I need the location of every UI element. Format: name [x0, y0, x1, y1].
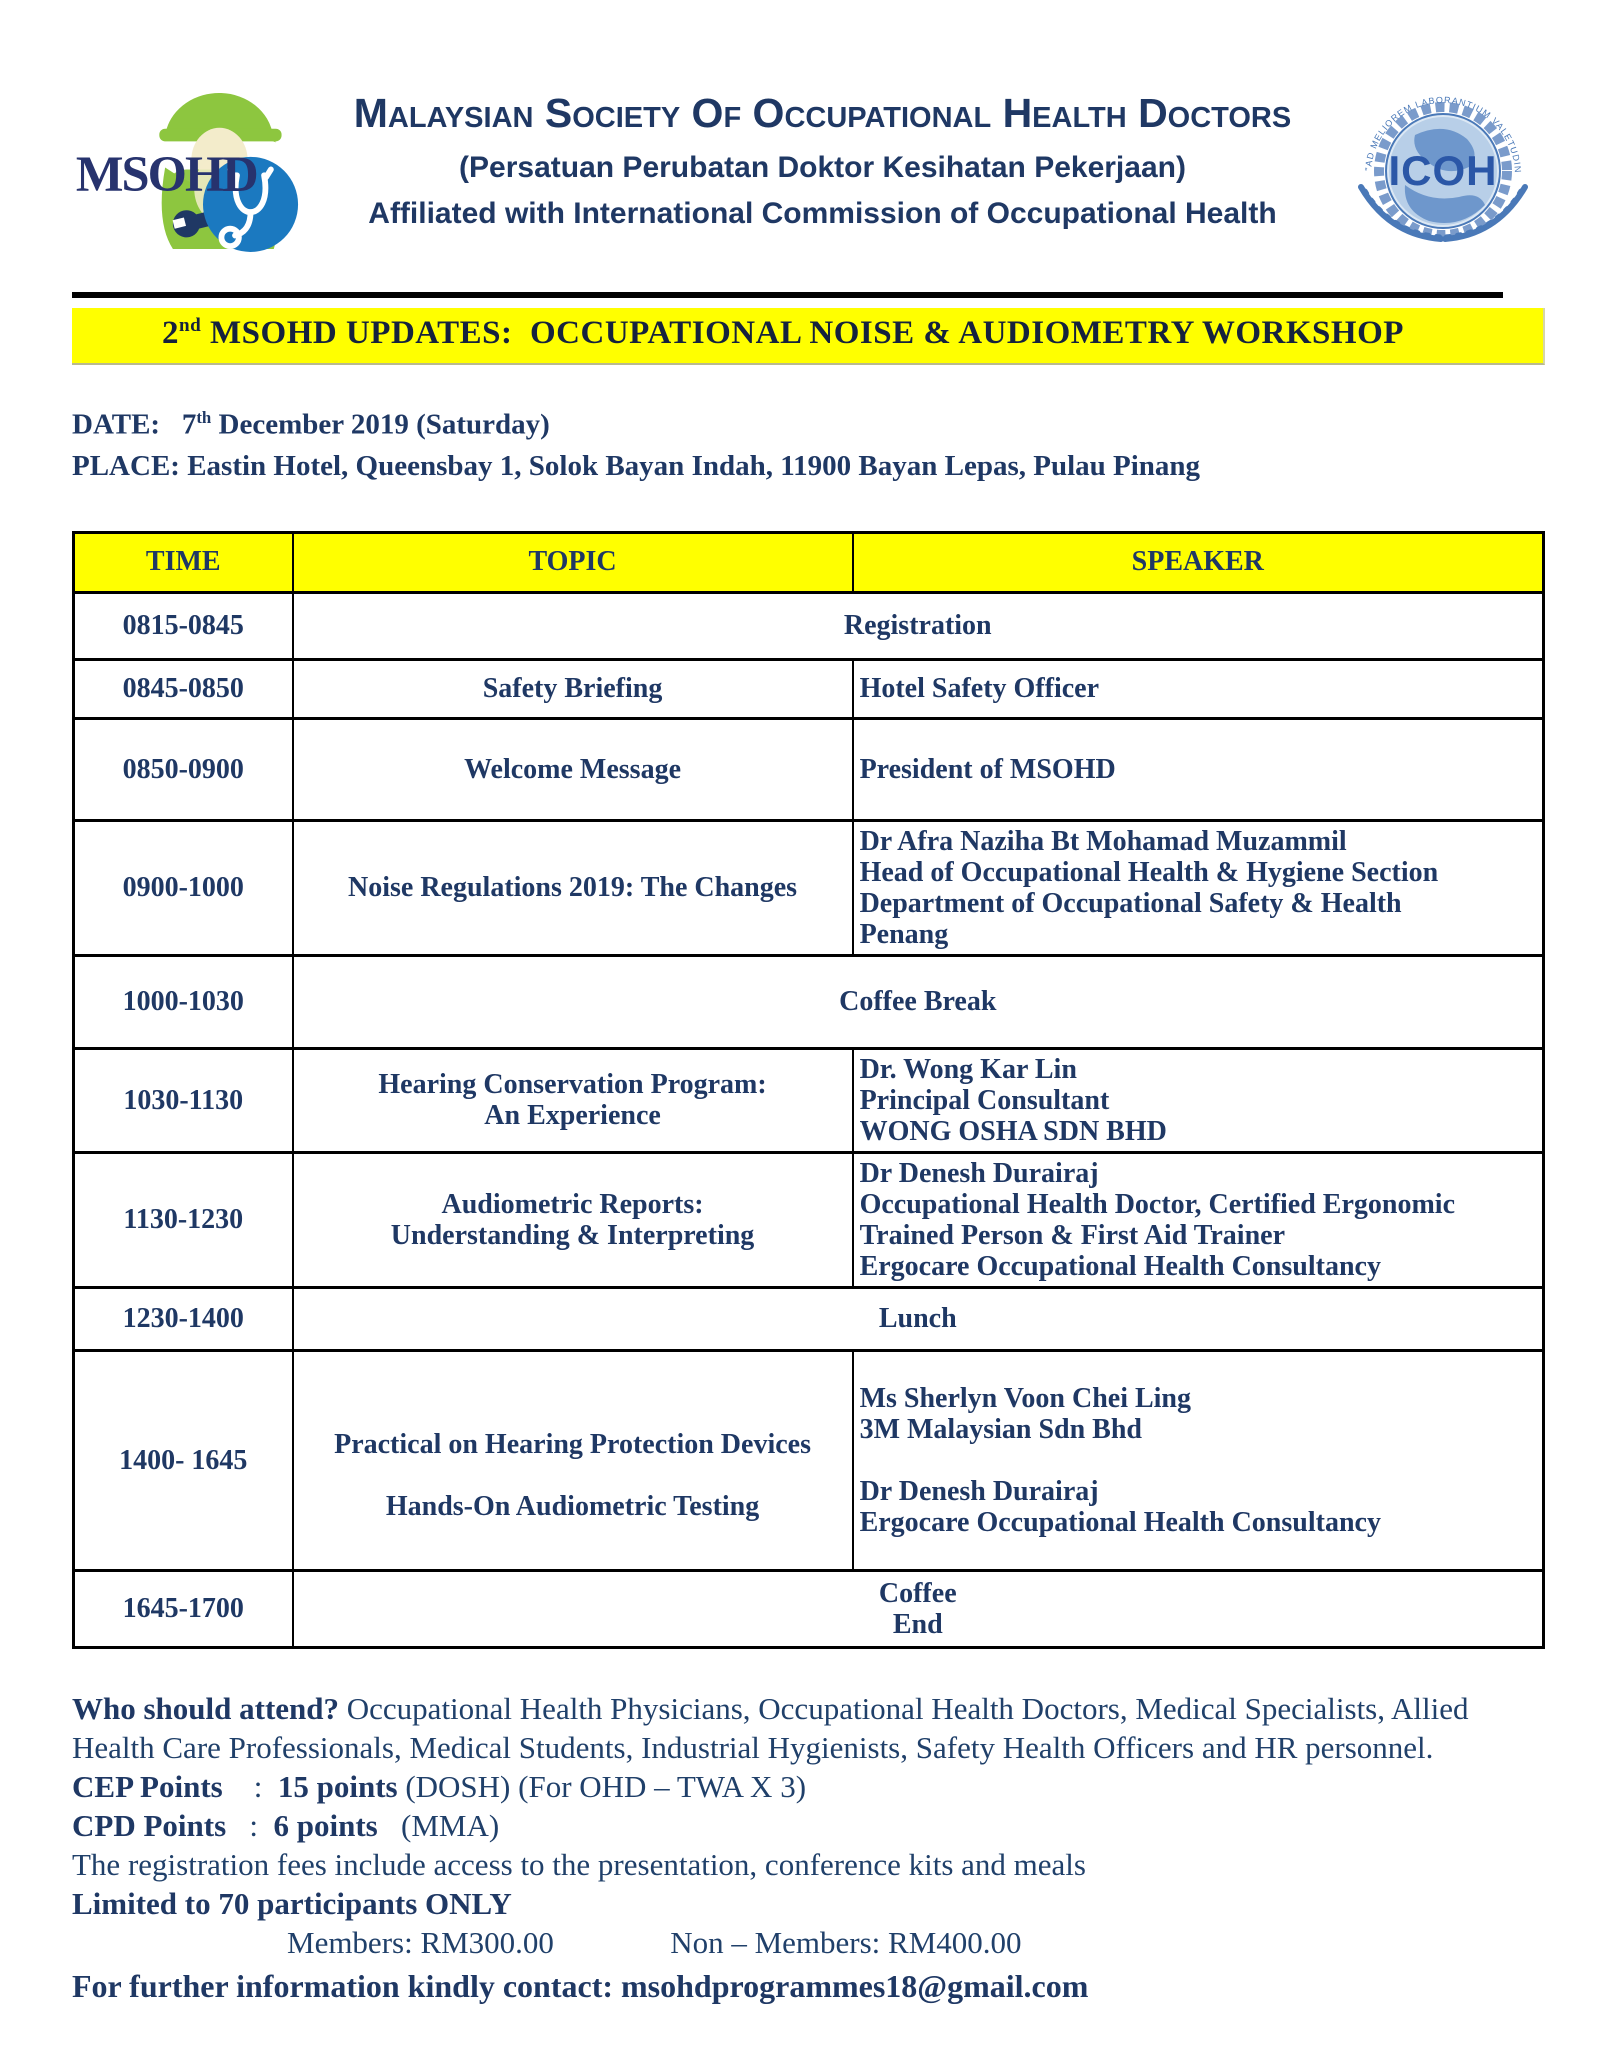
speaker-cell	[853, 1048, 1544, 1152]
cell-line: Penang	[859, 918, 949, 950]
cell-line: An Experience	[484, 1100, 661, 1132]
schedule-row	[74, 955, 1544, 1048]
text-segment	[554, 1925, 670, 1960]
column-header-time: TIME	[74, 532, 293, 592]
column-header-speaker: SPEAKER	[853, 532, 1544, 592]
cell-line: Lunch	[878, 1303, 957, 1335]
time-cell	[74, 1350, 293, 1570]
cell-line: Safety Briefing	[482, 673, 663, 705]
merged-cell	[293, 1287, 1544, 1350]
who-attend-line	[72, 1689, 1492, 1806]
cell-line: 1130-1230	[123, 1204, 244, 1236]
merged-cell	[293, 1570, 1544, 1647]
time-cell	[74, 1048, 293, 1152]
cell-line: Dr. Wong Kar Lin	[859, 1053, 1077, 1085]
schedule-row	[74, 1570, 1544, 1647]
schedule-tbody	[74, 592, 1544, 1647]
cell-line: 1000-1030	[122, 986, 244, 1018]
cell-line: Dr Afra Naziha Bt Mohamad Muzammil	[859, 825, 1347, 857]
time-cell	[74, 718, 293, 820]
time-cell	[74, 1287, 293, 1350]
workshop-title-banner	[72, 308, 1545, 365]
cell-line	[300, 1398, 846, 1429]
schedule-row	[74, 1152, 1544, 1287]
cell-line: 1400- 1645	[119, 1444, 248, 1476]
topic-cell	[293, 718, 853, 820]
banner-number: 2	[162, 315, 179, 351]
text-segment: :	[222, 1768, 278, 1804]
footer	[72, 1689, 1545, 2006]
schedule-row	[74, 820, 1544, 955]
time-cell	[74, 1570, 293, 1647]
divider-rule	[72, 292, 1503, 298]
text-segment: (DOSH) (For OHD – TWA X 3)	[397, 1768, 807, 1804]
time-cell	[74, 820, 293, 955]
schedule-row	[74, 592, 1544, 659]
time-cell	[74, 1152, 293, 1287]
cell-line: Ms Sherlyn Voon Chei Ling	[859, 1382, 1191, 1414]
icoh-logo-icon	[1345, 75, 1541, 251]
text-segment: 6 points	[273, 1807, 378, 1843]
text-segment: :	[226, 1807, 274, 1843]
cell-line: Noise Regulations 2019: The Changes	[348, 872, 798, 904]
cell-line: Head of Occupational Health & Hygiene Section	[859, 856, 1439, 888]
cell-line: Practical on Hearing Protection Devices	[334, 1429, 811, 1461]
speaker-cell	[853, 820, 1544, 955]
schedule-row	[74, 659, 1544, 718]
cell-line: Coffee	[878, 1577, 957, 1609]
cell-line: Registration	[843, 610, 992, 642]
cell-line: Coffee Break	[839, 986, 997, 1018]
icoh-logo	[1345, 50, 1545, 256]
icoh-motto: "AD MELIOREM LABORANTIUM VALETUDIN	[1363, 94, 1524, 174]
cell-line: Ergocare Occupational Health Consultancy	[859, 1506, 1381, 1538]
schedule-row	[74, 1048, 1544, 1152]
header	[72, 0, 1545, 260]
speaker-cell	[853, 659, 1544, 718]
cell-line: Dr Denesh Durairaj	[859, 1157, 1099, 1189]
cell-line: Hotel Safety Officer	[859, 673, 1100, 705]
topic-cell	[293, 1048, 853, 1152]
cell-line: 0815-0845	[122, 610, 244, 642]
text-segment: Members: RM300.00	[287, 1924, 554, 1960]
cell-line: Welcome Message	[464, 753, 681, 785]
speaker-cell	[853, 1350, 1544, 1570]
icoh-logo-text: ICOH	[1388, 147, 1498, 194]
cell-line: Ergocare Occupational Health Consultancy	[859, 1250, 1381, 1282]
limited-line	[72, 1884, 1545, 1923]
msohd-logo-icon	[72, 50, 300, 255]
merged-cell	[293, 955, 1544, 1048]
text-segment: CEP Points	[72, 1768, 223, 1804]
cell-line: Occupational Health Doctor, Certified Ergonomic	[859, 1188, 1456, 1220]
cell-line: 3M Malaysian Sdn Bhd	[859, 1413, 1142, 1445]
text-segment: For further information kindly contact: msohdprogrammes18@gmail.com	[72, 1967, 1089, 2004]
text-segment: Who should attend?	[72, 1690, 347, 1726]
msohd-logo	[72, 50, 300, 260]
text-segment: CPD Points	[72, 1807, 227, 1843]
column-header-topic: TOPIC	[293, 532, 853, 592]
cell-line: 1645-1700	[122, 1593, 244, 1625]
cell-line	[300, 1460, 846, 1491]
topic-cell	[293, 820, 853, 955]
text-segment: (MMA)	[377, 1807, 500, 1843]
msohd-logo-text: MSOHD	[75, 145, 257, 202]
cell-line: President of MSOHD	[859, 753, 1116, 785]
time-cell	[74, 659, 293, 718]
header-text	[300, 50, 1345, 232]
text-segment: The registration fees include access to the presentation, conference kits and meals	[72, 1846, 1086, 1882]
schedule-row	[74, 1350, 1544, 1570]
schedule-table	[72, 531, 1545, 1649]
time-cell	[74, 592, 293, 659]
cell-line: Hands-On Audiometric Testing	[385, 1491, 760, 1523]
cpd-line	[72, 1806, 1545, 1845]
cell-line: Understanding & Interpreting	[390, 1219, 755, 1251]
text-segment: Occupational Health Physicians, Occupational Health Doctors, Medical Specialists, Allied Health Care Professionals, Medical Students, Industrial Hygienists, Safety Health Officers and HR personnel.	[72, 1690, 1469, 1765]
speaker-cell	[853, 718, 1544, 820]
cell-line	[860, 1445, 1536, 1476]
topic-cell	[293, 1152, 853, 1287]
topic-cell	[293, 1350, 853, 1570]
cell-line: End	[892, 1608, 943, 1640]
time-cell	[74, 955, 293, 1048]
org-affiliation: Affiliated with International Commission of Occupational Health	[368, 197, 1277, 230]
cell-line: Trained Person & First Aid Trainer	[859, 1219, 1285, 1251]
text-segment: Non – Members: RM400.00	[670, 1924, 1022, 1960]
cell-line: Hearing Conservation Program:	[378, 1069, 767, 1101]
cell-line: Audiometric Reports:	[441, 1188, 704, 1220]
cell-line: Dr Denesh Durairaj	[859, 1475, 1099, 1507]
banner-text: MSOHD UPDATES: OCCUPATIONAL NOISE & AUDIOMETRY WORKSHOP	[201, 315, 1404, 351]
cell-line: Principal Consultant	[859, 1084, 1110, 1116]
banner-ordinal: nd	[179, 315, 202, 336]
cell-line: 0850-0900	[122, 753, 244, 785]
text-segment: Limited to 70 participants ONLY	[72, 1885, 512, 1921]
org-title: Malaysian Society Of Occupational Health Doctors	[353, 90, 1292, 136]
cell-line: Department of Occupational Safety & Health	[859, 887, 1402, 919]
org-subtitle: (Persatuan Perubatan Doktor Kesihatan Pekerjaan)	[459, 151, 1186, 184]
cell-line: 1230-1400	[122, 1303, 244, 1335]
text-segment: 15 points	[277, 1768, 398, 1804]
topic-cell	[293, 659, 853, 718]
event-date: DATE: 7th December 2019 (Saturday)	[72, 408, 550, 441]
schedule-row	[74, 1287, 1544, 1350]
price-line	[72, 1923, 1545, 1962]
cell-line: 0845-0850	[122, 673, 244, 705]
speaker-cell	[853, 1152, 1544, 1287]
schedule-row	[74, 718, 1544, 820]
cell-line: 0900-1000	[122, 872, 244, 904]
schedule-header-row	[74, 532, 1544, 592]
contact-line	[72, 1967, 1545, 2006]
cell-line: 1030-1130	[123, 1084, 244, 1116]
event-details	[72, 397, 1545, 487]
merged-cell	[293, 592, 1544, 659]
fees-line	[72, 1845, 1545, 1884]
event-place: PLACE: Eastin Hotel, Queensbay 1, Solok Bayan Indah, 11900 Bayan Lepas, Pulau Pinang	[72, 449, 1201, 482]
cell-line: WONG OSHA SDN BHD	[859, 1115, 1167, 1147]
